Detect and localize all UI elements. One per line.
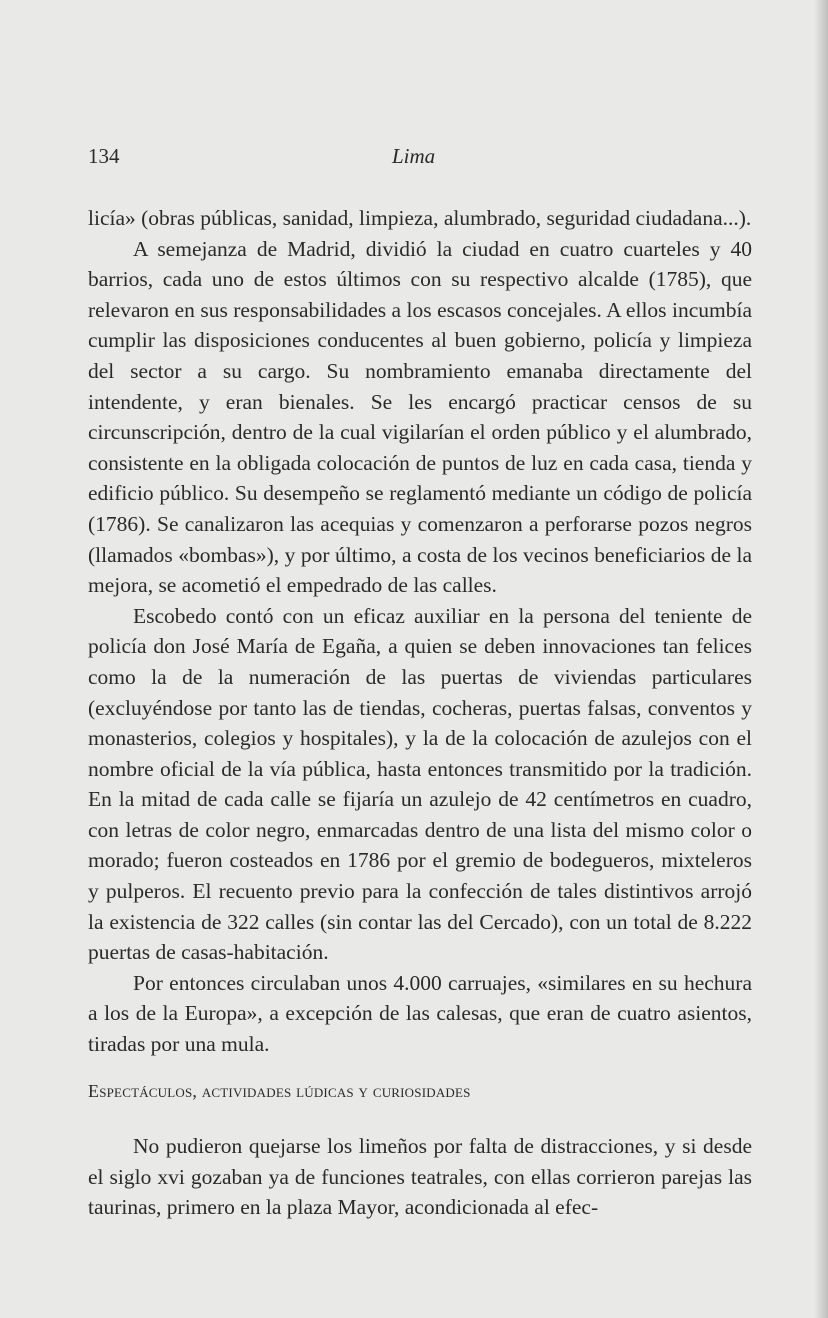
paragraph: Por entonces circulaban unos 4.000 carruajes, «similares en su hechura a los de la Europa», a excepción de las calesas, que eran de cuatro asientos, tiradas por una mula. xyxy=(88,970,752,1057)
section-heading xyxy=(88,1081,752,1102)
main-text xyxy=(88,203,752,1060)
page-edge-shadow xyxy=(814,0,828,1318)
paragraph: No pudieron quejarse los limeños por falta de distracciones, y si desde el siglo xvi gozaban ya de funciones teatrales, con ellas corrieron parejas las taurinas, primero en la plaza Mayor, acondicionada al efec- xyxy=(88,1134,752,1220)
paragraph-continued: licía» (obras públicas, sanidad, limpieza, alumbrado, seguridad ciudadana...). xyxy=(88,206,752,230)
paragraph: Escobedo contó con un eficaz auxiliar en la persona del teniente de policía don José María de Egaña, a quien se deben innovaciones tan felices como la de la numeración de las puertas de viviendas particulares (excluyéndose por tanto las de tiendas, cocheras, puertas falsas, conventos y monasterios, colegios y hospitales), y la de la colocación de azulejos con el nombre oficial de la vía pública, hasta entonces transmitido por la tradición. En la mitad de cada calle se fijaría un azulejo de 42 centímetros en cuadro, con letras de color negro, enmarcadas dentro de una lista del mismo color o morado; fueron costeados en 1786 por el gremio de bodegueros, mixteleros y pulperos. El recuento previo para la confección de tales distintivos arrojó la existencia de 322 calles (sin contar las del Cercado), con un total de 8.222 puertas de casas-habitación. xyxy=(88,603,752,965)
page-number: 134 xyxy=(88,144,120,168)
section-text xyxy=(88,1131,752,1223)
page-header xyxy=(88,144,752,176)
running-title: Lima xyxy=(392,144,436,168)
section-heading-text: Espectáculos, actividades lúdicas y curiosidades xyxy=(88,1081,471,1101)
paragraph: A semejanza de Madrid, dividió la ciudad en cuatro cuarteles y 40 barrios, cada uno de estos últimos con su respectivo alcalde (1785), que relevaron en sus responsabilidades a los escasos concejales. A ellos incumbía cumplir las disposiciones conducentes al buen gobierno, policía y limpieza del sector a su cargo. Su nombramiento emanaba directamente del intendente, y eran bienales. Se les encargó practicar censos de su circunscripción, dentro de la cual vigilarían el orden público y el alumbrado, consistente en la obligada colocación de puntos de luz en cada casa, tienda y edificio público. Su desempeño se reglamentó mediante un código de policía (1786). Se canalizaron las acequias y comenzaron a perforarse pozos negros (llamados «bombas»), y por último, a costa de los vecinos beneficiarios de la mejora, se acometió el empedrado de las calles. xyxy=(88,236,752,598)
